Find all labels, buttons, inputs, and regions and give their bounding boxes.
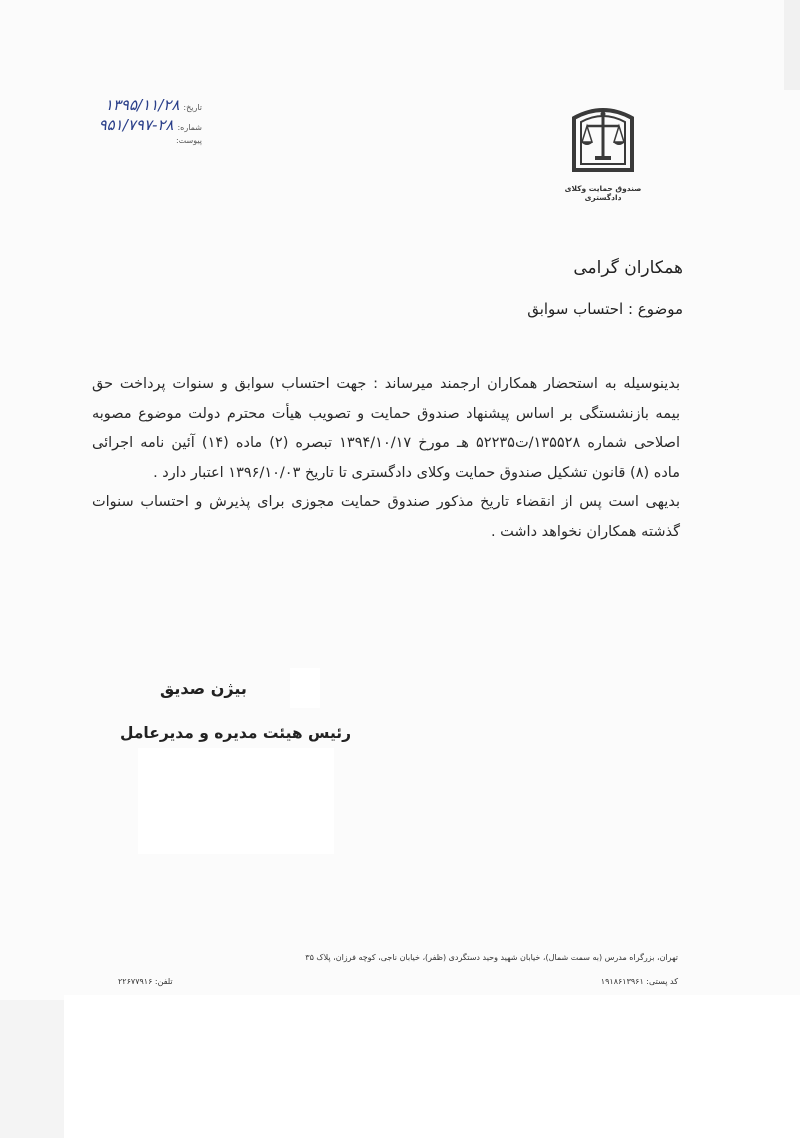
attachment-label: پیوست: — [175, 136, 202, 145]
number-row — [62, 116, 202, 136]
letter-footer — [118, 945, 678, 993]
date-label: تاریخ: — [183, 103, 202, 112]
letter-meta — [62, 96, 202, 156]
org-name: صندوق حمایت وکلای دادگستری — [564, 184, 642, 202]
redacted-signature — [138, 748, 334, 854]
attachment-row — [62, 136, 202, 156]
date-value: ۱۳۹۵/۱۱/۲۸ — [104, 96, 180, 114]
body-paragraph: بدینوسیله به استحضار همکاران ارجمند میرساند : جهت احتساب سوابق و سنوات پرداخت حق بیمه بازنشستگی بر اساس پیشنهاد صندوق حمایت و تصویب هیأت محترم دولت موضوع مصوبه اصلاحی شماره ۱۳۵۵۲۸/ت۵۲۲۳۵ هـ مورخ ۱۳۹۴/۱۰/۱۷ تبصره (۲) ماده (۱۴) آئین نامه اجرائی ماده (۸) قانون تشکیل صندوق حمایت وکلای دادگستری تا تاریخ ۱۳۹۶/۱۰/۰۳ اعتبار دارد . — [92, 376, 681, 481]
sheet-edge — [784, 90, 800, 1010]
subject-line: موضوع : احتساب سوابق — [527, 300, 683, 318]
footer-phone: تلفن: ۲۲۶۷۷۹۱۶ — [118, 976, 173, 986]
scales-of-justice-icon — [566, 100, 640, 176]
footer-address-row — [118, 945, 678, 969]
number-value: ۹۵۱/۷۹۷-۲۸ — [98, 116, 174, 134]
signatory-title: رئیس هیئت مدیره و مدیرعامل — [120, 724, 352, 742]
footer-address: تهران، بزرگراه مدرس (به سمت شمال)، خیابان شهید وحید دستگردی (ظفر)، خیابان ناجی، کوچه فرزان، پلاک ۳۵ — [305, 952, 678, 962]
number-label: شماره: — [177, 123, 202, 132]
greeting: همکاران گرامی — [573, 258, 683, 278]
blank-area — [64, 995, 800, 1138]
body-paragraph: بدیهی است پس از انقضاء تاریخ مذکور صندوق حمایت مجوزی برای پذیرش و احتساب سنوات گذشته همکاران نخواهد داشت . — [92, 494, 680, 540]
signatory-name: بیژن صدیق — [160, 679, 247, 698]
footer-contact-row — [118, 969, 678, 993]
org-logo — [548, 100, 658, 202]
footer-postal-code: کد پستی: ۱۹۱۸۶۱۳۹۶۱ — [600, 976, 678, 986]
letter-body — [92, 370, 680, 547]
date-row — [62, 96, 202, 116]
